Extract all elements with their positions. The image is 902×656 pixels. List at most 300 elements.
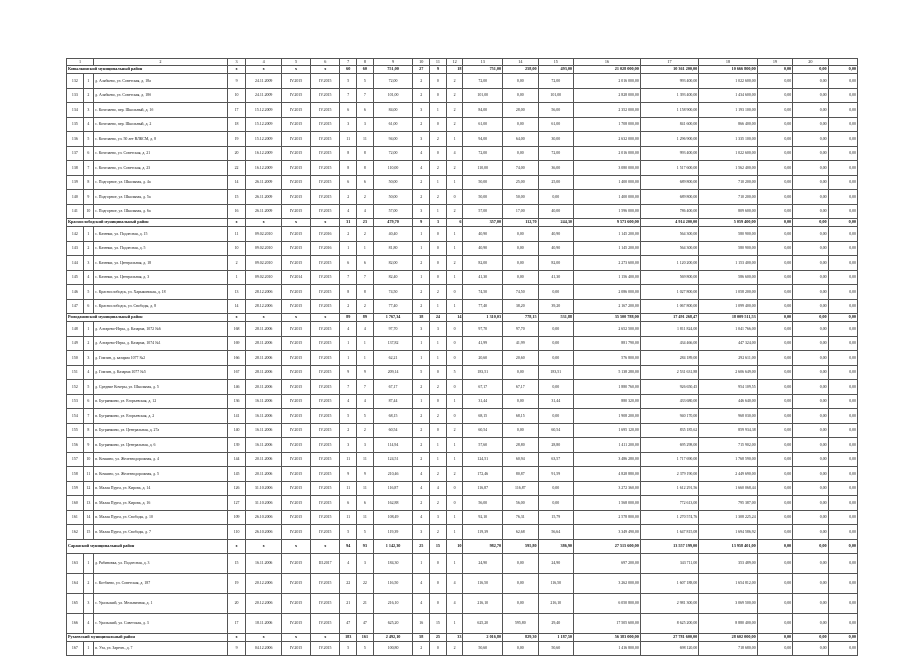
table-row	[67, 285, 858, 300]
row-value: 0,00	[793, 553, 828, 573]
row-index: 5	[83, 132, 93, 147]
row-value: 0,00	[793, 593, 828, 613]
section-total-cell: 14	[446, 314, 463, 322]
row-value: 210,46	[373, 467, 413, 482]
row-value: 3	[413, 322, 430, 337]
row-number: 142	[67, 227, 84, 242]
row-value: 116,87	[463, 481, 503, 496]
row-value: 1	[413, 241, 430, 256]
row-value: 4	[340, 322, 357, 337]
row-value: 1	[227, 270, 246, 285]
row-address: п. Малая Пурга, ул. Свободы, д. 7	[94, 525, 228, 540]
row-value: 8 625 200,00	[640, 613, 698, 633]
section-total-cell: 18	[446, 66, 463, 74]
row-value: 1	[446, 241, 463, 256]
section-total-cell: 89	[340, 314, 357, 322]
section-total-cell: 0,00	[828, 314, 857, 322]
row-number: 161	[67, 510, 84, 525]
row-value: 0,00	[538, 351, 573, 366]
section-total-cell: 0,00	[793, 219, 828, 227]
row-value: 09.02.2010	[246, 270, 281, 285]
row-value: 1	[413, 270, 430, 285]
section-total-cell: 0,00	[793, 539, 828, 553]
row-value: IV.2015	[311, 525, 340, 540]
row-value: 8 880 400,00	[699, 613, 757, 633]
row-value: 50,00	[463, 175, 503, 190]
section-total-cell: 183	[340, 633, 357, 641]
row-value: 1	[446, 299, 463, 314]
row-value: 0,00	[828, 438, 857, 453]
section-total-cell: 17 491 268,47	[640, 314, 698, 322]
row-value: 0,00	[538, 380, 573, 395]
row-value: 1 400 000,00	[574, 175, 641, 190]
row-value: 0	[430, 394, 447, 409]
row-value: 31.10.2006	[246, 496, 281, 511]
row-value: IV.2015	[311, 322, 340, 337]
row-number: 153	[67, 394, 84, 409]
row-value: 0,00	[793, 88, 828, 103]
row-value: 6	[340, 496, 357, 511]
row-value: 28,00	[503, 103, 538, 118]
section-total-cell: x	[227, 66, 246, 74]
section-total-cell: x	[281, 66, 310, 74]
row-value: 109	[227, 510, 246, 525]
row-address: д. Алябьево, ул. Советская, д. 18а	[94, 74, 228, 89]
row-value: 1	[446, 553, 463, 573]
row-value: 1	[446, 175, 463, 190]
row-value: 0,00	[793, 452, 828, 467]
row-value: 4	[340, 553, 357, 573]
row-number: 151	[67, 365, 84, 380]
row-value: 101,00	[538, 88, 573, 103]
row-value: 56,00	[503, 496, 538, 511]
row-address: п. Бугрянкино, ул. Центральная, д. 27а	[94, 423, 228, 438]
row-value: 0,00	[757, 510, 792, 525]
row-value: 20,60	[503, 351, 538, 366]
row-value: 28,80	[503, 438, 538, 453]
row-value: 1 120 200,00	[640, 256, 698, 271]
row-value: 97,70	[503, 322, 538, 337]
row-value: 19	[227, 573, 246, 593]
table-row	[67, 256, 858, 271]
row-value: IV.2015	[311, 380, 340, 395]
row-number: 155	[67, 423, 84, 438]
row-value: IV.2015	[311, 438, 340, 453]
row-value: 2	[357, 227, 374, 242]
row-value: IV.2015	[281, 553, 310, 573]
row-value: 22	[340, 573, 357, 593]
table-row	[67, 496, 858, 511]
row-value: 8	[340, 146, 357, 161]
row-number: 137	[67, 146, 84, 161]
row-value: 1	[446, 525, 463, 540]
row-value: 0,00	[757, 380, 792, 395]
row-value: 1 654 812,00	[699, 573, 757, 593]
row-value: 68,15	[463, 409, 503, 424]
row-value: 284 189,00	[640, 351, 698, 366]
section-total-cell: 386,90	[538, 539, 573, 553]
row-value: 0,00	[793, 510, 828, 525]
column-number: 3	[227, 59, 246, 66]
row-value: 0,00	[793, 394, 828, 409]
row-value: 146	[227, 380, 246, 395]
row-value: 0,00	[757, 613, 792, 633]
row-value: 2	[430, 161, 447, 176]
row-value: 0	[430, 146, 447, 161]
section-total-cell: 10 361 200,00	[640, 66, 698, 74]
row-value: 1	[413, 394, 430, 409]
row-value: 20	[227, 593, 246, 613]
row-value: 0,00	[793, 190, 828, 205]
row-value: 84,00	[463, 103, 503, 118]
row-value: 1	[430, 204, 447, 219]
row-value: 72,00	[538, 146, 573, 161]
row-value: 0,00	[828, 241, 857, 256]
row-value: 3	[340, 438, 357, 453]
section-total-cell: 28 602 000,00	[699, 633, 757, 641]
row-value: 4	[413, 481, 430, 496]
row-value: 119,39	[463, 525, 503, 540]
row-value: 2 016 000,00	[574, 146, 641, 161]
row-value: IV.2015	[281, 641, 310, 656]
row-value: 0,00	[828, 322, 857, 337]
row-value: 343 711,00	[640, 553, 698, 573]
row-value: 84,00	[373, 103, 413, 118]
section-total-cell: x	[311, 66, 340, 74]
row-value: 26.11.2009	[246, 190, 281, 205]
row-value: 47	[340, 613, 357, 633]
row-value: 16	[413, 613, 430, 633]
section-total-cell: 595,80	[503, 539, 538, 553]
row-value: 0,00	[828, 423, 857, 438]
row-index: 8	[83, 175, 93, 190]
row-value: IV.2015	[311, 103, 340, 118]
row-value: 6	[357, 256, 374, 271]
row-index: 3	[83, 103, 93, 118]
row-value: 2	[446, 161, 463, 176]
row-value: 795 387,00	[699, 496, 757, 511]
row-value: 0,00	[757, 322, 792, 337]
row-value: 3 080 000,00	[574, 161, 641, 176]
row-value: 0	[446, 496, 463, 511]
row-value: 15.12.2009	[246, 103, 281, 118]
row-value: 0,00	[757, 241, 792, 256]
row-value: 0	[446, 351, 463, 366]
row-value: 0,00	[538, 190, 573, 205]
row-value: 39,20	[538, 299, 573, 314]
row-value: 50,00	[373, 175, 413, 190]
row-value: 1 517 600,00	[640, 161, 698, 176]
row-value: IV.2015	[281, 394, 310, 409]
row-value: 61,00	[538, 117, 573, 132]
row-number: 135	[67, 117, 84, 132]
row-value: 1	[446, 270, 463, 285]
row-value: 17	[227, 613, 246, 633]
row-address: с. Кочелаево, пер. Школьный, д. 1б	[94, 103, 228, 118]
row-number: 166	[67, 613, 84, 633]
row-address: п. Бугрянкино, ул. Центральная, д. 6	[94, 438, 228, 453]
row-index: 3	[83, 351, 93, 366]
row-value: 110,00	[373, 161, 413, 176]
row-value: 2	[340, 423, 357, 438]
section-total-cell: 778,15	[503, 314, 538, 322]
section-total-cell: 10 666 800,00	[699, 66, 757, 74]
row-value: 14	[227, 299, 246, 314]
row-value: 0,00	[828, 380, 857, 395]
row-address: д. Рябиновка, ул. Подлесная, д. 3	[94, 553, 228, 573]
row-number: 160	[67, 496, 84, 511]
row-value: IV.2015	[281, 423, 310, 438]
row-value: 2	[413, 285, 430, 300]
row-value: 1 434 600,00	[699, 88, 757, 103]
table-row	[67, 175, 858, 190]
row-value: 0,00	[793, 132, 828, 147]
row-value: 1 607 188,00	[640, 573, 698, 593]
row-value: 0,00	[757, 161, 792, 176]
row-value: 40,00	[538, 204, 573, 219]
row-value: 0,00	[757, 481, 792, 496]
row-value: 77,40	[373, 299, 413, 314]
row-address: с. Кочелаево, ул. 50 лет ВЛКСМ, д. 8	[94, 132, 228, 147]
row-value: 26.11.2009	[246, 204, 281, 219]
table-row	[67, 365, 858, 380]
row-value: 0,00	[828, 117, 857, 132]
table-row	[67, 132, 858, 147]
row-value: 434 466,00	[640, 336, 698, 351]
row-value: 1	[413, 351, 430, 366]
section-total-cell: 112,70	[503, 219, 538, 227]
row-value: 841 600,00	[640, 117, 698, 132]
row-value: 5	[413, 365, 430, 380]
row-value: 2	[446, 74, 463, 89]
row-value: 1 270 574,76	[640, 510, 698, 525]
row-index: 2	[83, 88, 93, 103]
row-value: 0,00	[793, 467, 828, 482]
row-number: 150	[67, 351, 84, 366]
section-total-cell: 31	[340, 219, 357, 227]
row-value: 4	[413, 510, 430, 525]
row-value: IV.2015	[311, 351, 340, 366]
row-value: 57,00	[463, 204, 503, 219]
column-number: 19	[757, 59, 792, 66]
row-value: IV.2015	[311, 190, 340, 205]
row-number: 162	[67, 525, 84, 540]
row-value: 0,00	[757, 132, 792, 147]
row-value: IV.2015	[311, 496, 340, 511]
row-value: 4	[446, 573, 463, 593]
row-value: 2	[413, 438, 430, 453]
row-value: 94,00	[463, 132, 503, 147]
row-value: 2 086 000,00	[574, 285, 641, 300]
row-index: 2	[83, 241, 93, 256]
section-total-cell: 93	[357, 539, 374, 553]
row-value: 0	[430, 88, 447, 103]
row-value: 0,00	[828, 175, 857, 190]
section-total-cell: 27 515 600,00	[574, 539, 641, 553]
section-total-cell: 27	[413, 66, 430, 74]
row-value: 0,00	[828, 336, 857, 351]
table-row	[67, 103, 858, 118]
row-value: IV.2015	[311, 88, 340, 103]
section-total-cell: 23	[357, 219, 374, 227]
row-value: 1 647 815,08	[640, 525, 698, 540]
row-value: 0,00	[757, 227, 792, 242]
row-value: 0,00	[757, 190, 792, 205]
row-value: 2 379 190,00	[640, 467, 698, 482]
row-value: 16.12.2009	[246, 161, 281, 176]
row-address: п. Уза, ул. Заречн., д. 7	[94, 641, 228, 656]
row-value: 1	[430, 452, 447, 467]
section-total-cell: 9	[413, 219, 430, 227]
row-value: 3	[357, 438, 374, 453]
row-value: 94,00	[373, 132, 413, 147]
row-value: 0,00	[793, 103, 828, 118]
row-number: 144	[67, 256, 84, 271]
row-value: 809 600,00	[699, 204, 757, 219]
row-value: 67,17	[463, 380, 503, 395]
row-value: 0,00	[757, 467, 792, 482]
row-index: 7	[83, 161, 93, 176]
row-address: п. Бугрянкино, ул. Егорьевская, д. 12	[94, 394, 228, 409]
row-value: IV.2015	[281, 175, 310, 190]
row-value: IV.2015	[311, 285, 340, 300]
row-number: 149	[67, 336, 84, 351]
row-value: 4	[357, 204, 374, 219]
row-value: 2 578 800,00	[574, 510, 641, 525]
row-value: 183,51	[463, 365, 503, 380]
row-value: 101,00	[373, 88, 413, 103]
row-value: 77,40	[463, 299, 503, 314]
row-value: 216,10	[463, 593, 503, 613]
row-value: 718 680,00	[699, 641, 757, 656]
row-value: 16.11.2006	[246, 409, 281, 424]
row-value: 0,00	[793, 409, 828, 424]
row-value: 0,00	[793, 423, 828, 438]
row-value: 31,44	[463, 394, 503, 409]
row-value: 0,00	[757, 438, 792, 453]
row-address: с. Казенки, ул. Подлесная, д. 5	[94, 241, 228, 256]
row-value: 1 393 400,00	[640, 88, 698, 103]
row-value: 1	[357, 336, 374, 351]
section-total-cell: x	[227, 539, 246, 553]
row-value: 81,80	[373, 241, 413, 256]
row-value: 0	[430, 423, 447, 438]
row-value: 38,20	[503, 299, 538, 314]
section-title: Ковылкинский муниципальный район	[67, 66, 228, 74]
row-value: 16.11.2006	[246, 423, 281, 438]
section-total-cell: 27 781 600,00	[640, 633, 698, 641]
row-value: 0,00	[503, 553, 538, 573]
row-value: 0,00	[538, 409, 573, 424]
row-value: 0,00	[828, 365, 857, 380]
section-total-cell: 0,00	[793, 633, 828, 641]
section-total-cell: 0,00	[757, 314, 792, 322]
row-value: IV.2015	[281, 74, 310, 89]
row-value: IV.2015	[281, 103, 310, 118]
row-value: 1	[340, 351, 357, 366]
row-value: 0,00	[828, 204, 857, 219]
section-total-cell: 5 059 400,00	[699, 219, 757, 227]
row-value: 0,00	[757, 641, 792, 656]
table-row	[67, 88, 858, 103]
row-value: 4	[357, 394, 374, 409]
row-value: IV.2015	[311, 613, 340, 633]
section-total-cell: x	[227, 633, 246, 641]
row-value: IV.2015	[311, 161, 340, 176]
row-value: 1 708 000,00	[574, 117, 641, 132]
row-value: IV.2015	[311, 573, 340, 593]
row-index: 2	[83, 336, 93, 351]
row-index: 6	[83, 146, 93, 161]
row-value: 954 109,55	[699, 380, 757, 395]
row-value: 209,14	[373, 365, 413, 380]
row-value: 1 193 100,00	[699, 103, 757, 118]
row-value: 2	[227, 256, 246, 271]
row-value: 0,00	[503, 241, 538, 256]
row-value: 447 324,00	[699, 336, 757, 351]
column-number: 9	[373, 59, 413, 66]
row-value: 0,00	[757, 496, 792, 511]
row-address: с. Подгорное, ул. Школьная, д. 4а	[94, 175, 228, 190]
row-value: IV.2015	[281, 241, 310, 256]
row-value: 11	[357, 452, 374, 467]
row-value: 80,87	[503, 467, 538, 482]
section-total-cell: 15	[430, 539, 447, 553]
row-value: 0,00	[828, 394, 857, 409]
row-value: IV.2015	[311, 336, 340, 351]
row-value: 0,00	[828, 270, 857, 285]
row-value: 0,00	[503, 573, 538, 593]
row-value: 8	[357, 161, 374, 176]
table-row	[67, 409, 858, 424]
section-total-cell: 1 187,50	[538, 633, 573, 641]
row-value: 0,00	[503, 270, 538, 285]
row-index: 4	[83, 270, 93, 285]
row-value: 2	[413, 88, 430, 103]
row-value: 1 145 200,00	[574, 241, 641, 256]
row-index: 5	[83, 380, 93, 395]
row-value: 11	[340, 132, 357, 147]
section-total-cell: x	[311, 219, 340, 227]
row-address: с. Казенки, ул. Центральная, д. 18	[94, 256, 228, 271]
row-value: 3	[413, 103, 430, 118]
row-value: 0,00	[757, 88, 792, 103]
row-value: 4	[413, 467, 430, 482]
row-value: III.2017	[311, 553, 340, 573]
row-value: 3	[357, 553, 374, 573]
row-value: 9	[357, 467, 374, 482]
row-value: 0,00	[757, 270, 792, 285]
row-value: 4	[430, 481, 447, 496]
row-value: 60,54	[373, 423, 413, 438]
row-value: 2 606 649,00	[699, 365, 757, 380]
row-value: 167	[227, 365, 246, 380]
row-value: IV.2015	[281, 299, 310, 314]
row-value: 2 828 000,00	[574, 88, 641, 103]
row-value: 0,00	[828, 496, 857, 511]
row-value: 141	[227, 409, 246, 424]
section-total-cell: x	[281, 314, 310, 322]
table-row	[67, 423, 858, 438]
row-value: IV.2015	[281, 190, 310, 205]
row-value: 1 562 400,00	[699, 161, 757, 176]
row-value: IV.2015	[281, 204, 310, 219]
row-value: 216,10	[538, 593, 573, 613]
section-total-cell: 0,00	[757, 539, 792, 553]
row-value: 0,00	[757, 525, 792, 540]
row-value: IV.2015	[311, 481, 340, 496]
row-value: 0,00	[828, 190, 857, 205]
